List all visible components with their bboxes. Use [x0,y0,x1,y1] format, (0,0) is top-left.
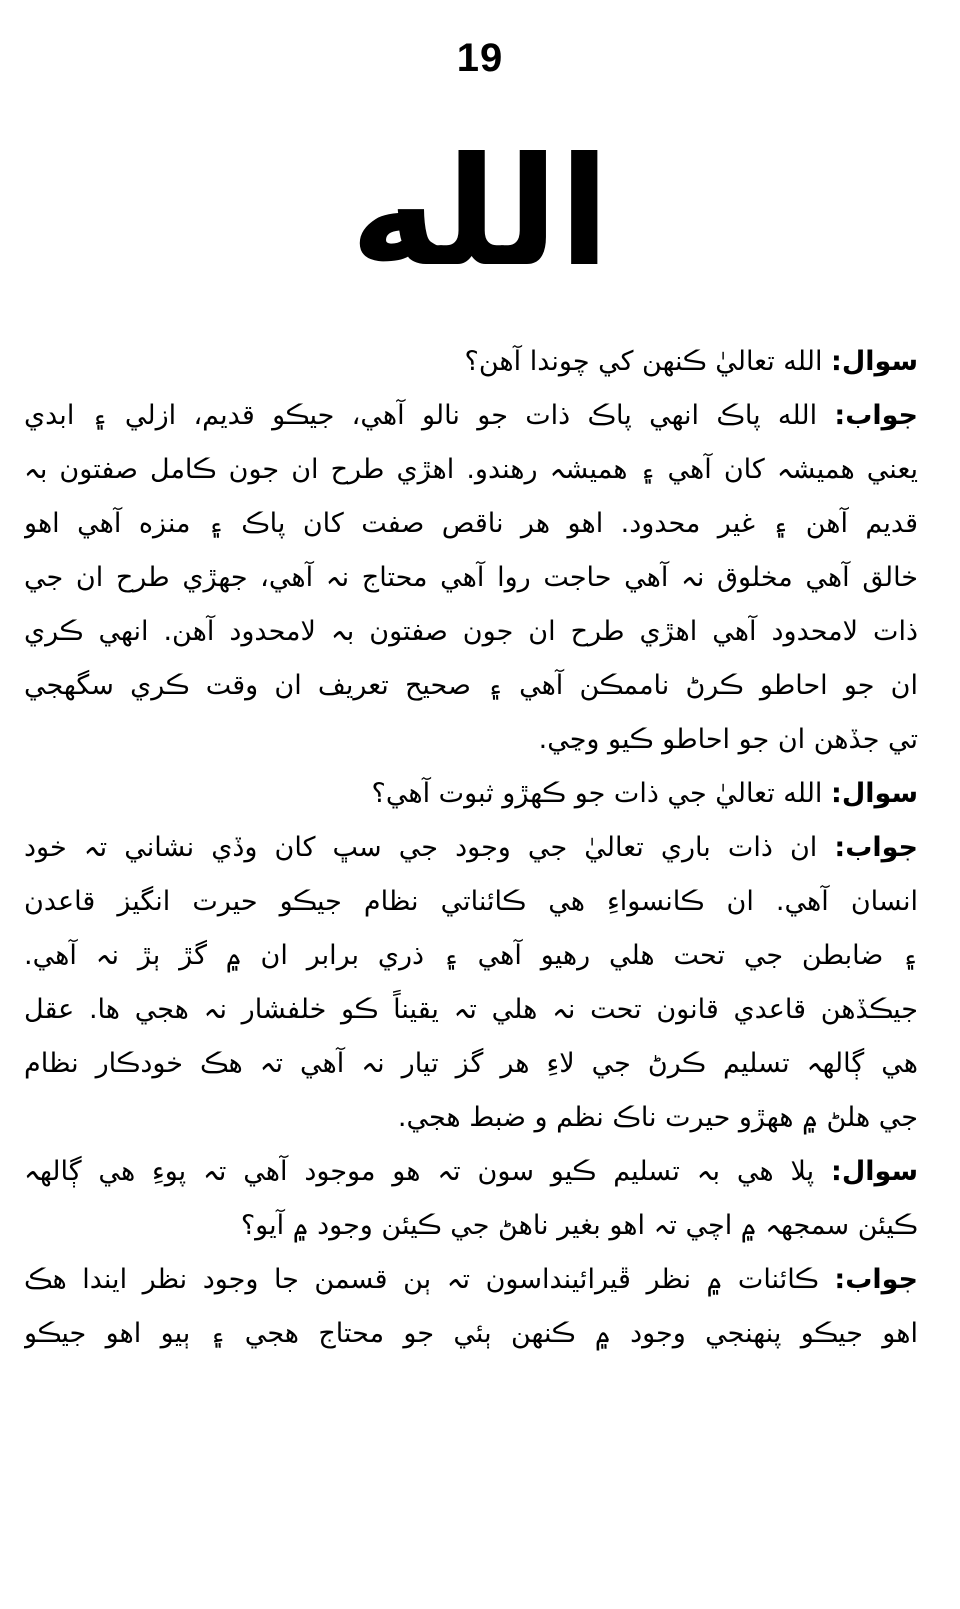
question-label: سوال: [831,778,918,809]
answer-label: جواب: [834,400,918,431]
text-line [24,1037,918,1091]
text-line [24,983,918,1037]
line-text: يعني هميشہ کان آهي ۽ هميشہ رهندو. اهڙي طرح ان جون ڪامل صفتون بہ [24,454,918,485]
text-line [24,1145,918,1199]
line-text: الله تعاليٰ ڪنهن کي چوندا آهن؟ [464,346,832,377]
text-line [24,605,918,659]
text-line [24,929,918,983]
line-text: اهو جيڪو پنهنجي وجود ۾ ڪنهن ٻئي جو محتاج هجي ۽ ٻيو اهو جيڪو [24,1318,918,1349]
page-number: 19 [456,36,504,80]
text-line [24,1307,918,1361]
line-text: قديم آهن ۽ غير محدود. اهو هر ناقص صفت کان پاڪ ۽ منزه آهي اهو [24,508,918,539]
page-heading: الله [350,126,610,300]
text-line [24,659,918,713]
question-label: سوال: [831,346,918,377]
text-line [24,821,918,875]
line-text: هي ڳالهہ تسليم ڪرڻ جي لاءِ هر گز تيار نہ آهي تہ هڪ خودڪار نظام [24,1048,918,1079]
line-text: ڪائنات ۾ نظر ڦيرائينداسون تہ ٻن قسمن جا وجود نظر ايندا هڪ [24,1264,835,1295]
line-text: الله پاڪ انهي پاڪ ذات جو نالو آهي، جيڪو قديم، ازلي ۽ ابدي [24,400,835,431]
text-line [24,713,918,767]
line-text: پلا هي بہ تسليم ڪيو سون تہ هو موجود آهي تہ پوءِ هي ڳالهہ [24,1156,832,1187]
line-text: انسان آهي. ان ڪانسواءِ هي ڪائناتي نظام جيڪو حيرت انگيز قاعدن [24,886,918,917]
answer-label: جواب: [834,832,918,863]
line-text: جيڪڏهن قاعدي قانون تحت نہ هلي تہ يقيناً ڪو خلفشار نہ هجي ها. عقل [24,994,918,1025]
line-text: ڪيئن سمجهہ ۾ اچي تہ اهو بغير ناهڻ جي ڪيئن وجود ۾ آيو؟ [240,1210,918,1241]
answer-label: جواب: [834,1264,918,1295]
question-label: سوال: [831,1156,918,1187]
text-line [24,1091,918,1145]
line-text: ۽ ضابطن جي تحت هلي رهيو آهي ۽ ذري برابر ان ۾ گڙ ٻڙ نہ آهي. [24,940,918,971]
text-line [24,1253,918,1307]
text-line [24,335,918,389]
line-text: ان ذات باري تعاليٰ جي وجود جي سڀ کان وڏي نشاني تہ خود [24,832,835,863]
line-text: ان جو احاطو ڪرڻ ناممڪن آهي ۽ صحيح تعريف ان وقت ڪري سگهجي [24,670,918,701]
text-line [24,1199,918,1253]
line-text: الله تعاليٰ جي ذات جو ڪهڙو ثبوت آهي؟ [371,778,832,809]
text-line [24,767,918,821]
text-line [24,389,918,443]
line-text: جي هلڻ ۾ ههڙو حيرت ناڪ نظم و ضبط هجي. [397,1102,918,1133]
line-text: تي جڏهن ان جو احاطو ڪيو وڃي. [538,724,918,755]
text-line [24,497,918,551]
body-text [24,335,918,1361]
text-line [24,875,918,929]
text-line [24,551,918,605]
line-text: خالق آهي مخلوق نہ آهي حاجت روا آهي محتاج نہ آهي، جهڙي طرح ان جي [24,562,918,593]
line-text: ذات لامحدود آهي اهڙي طرح ان جون صفتون بہ لامحدود آهن. انهي ڪري [24,616,918,647]
text-line [24,443,918,497]
